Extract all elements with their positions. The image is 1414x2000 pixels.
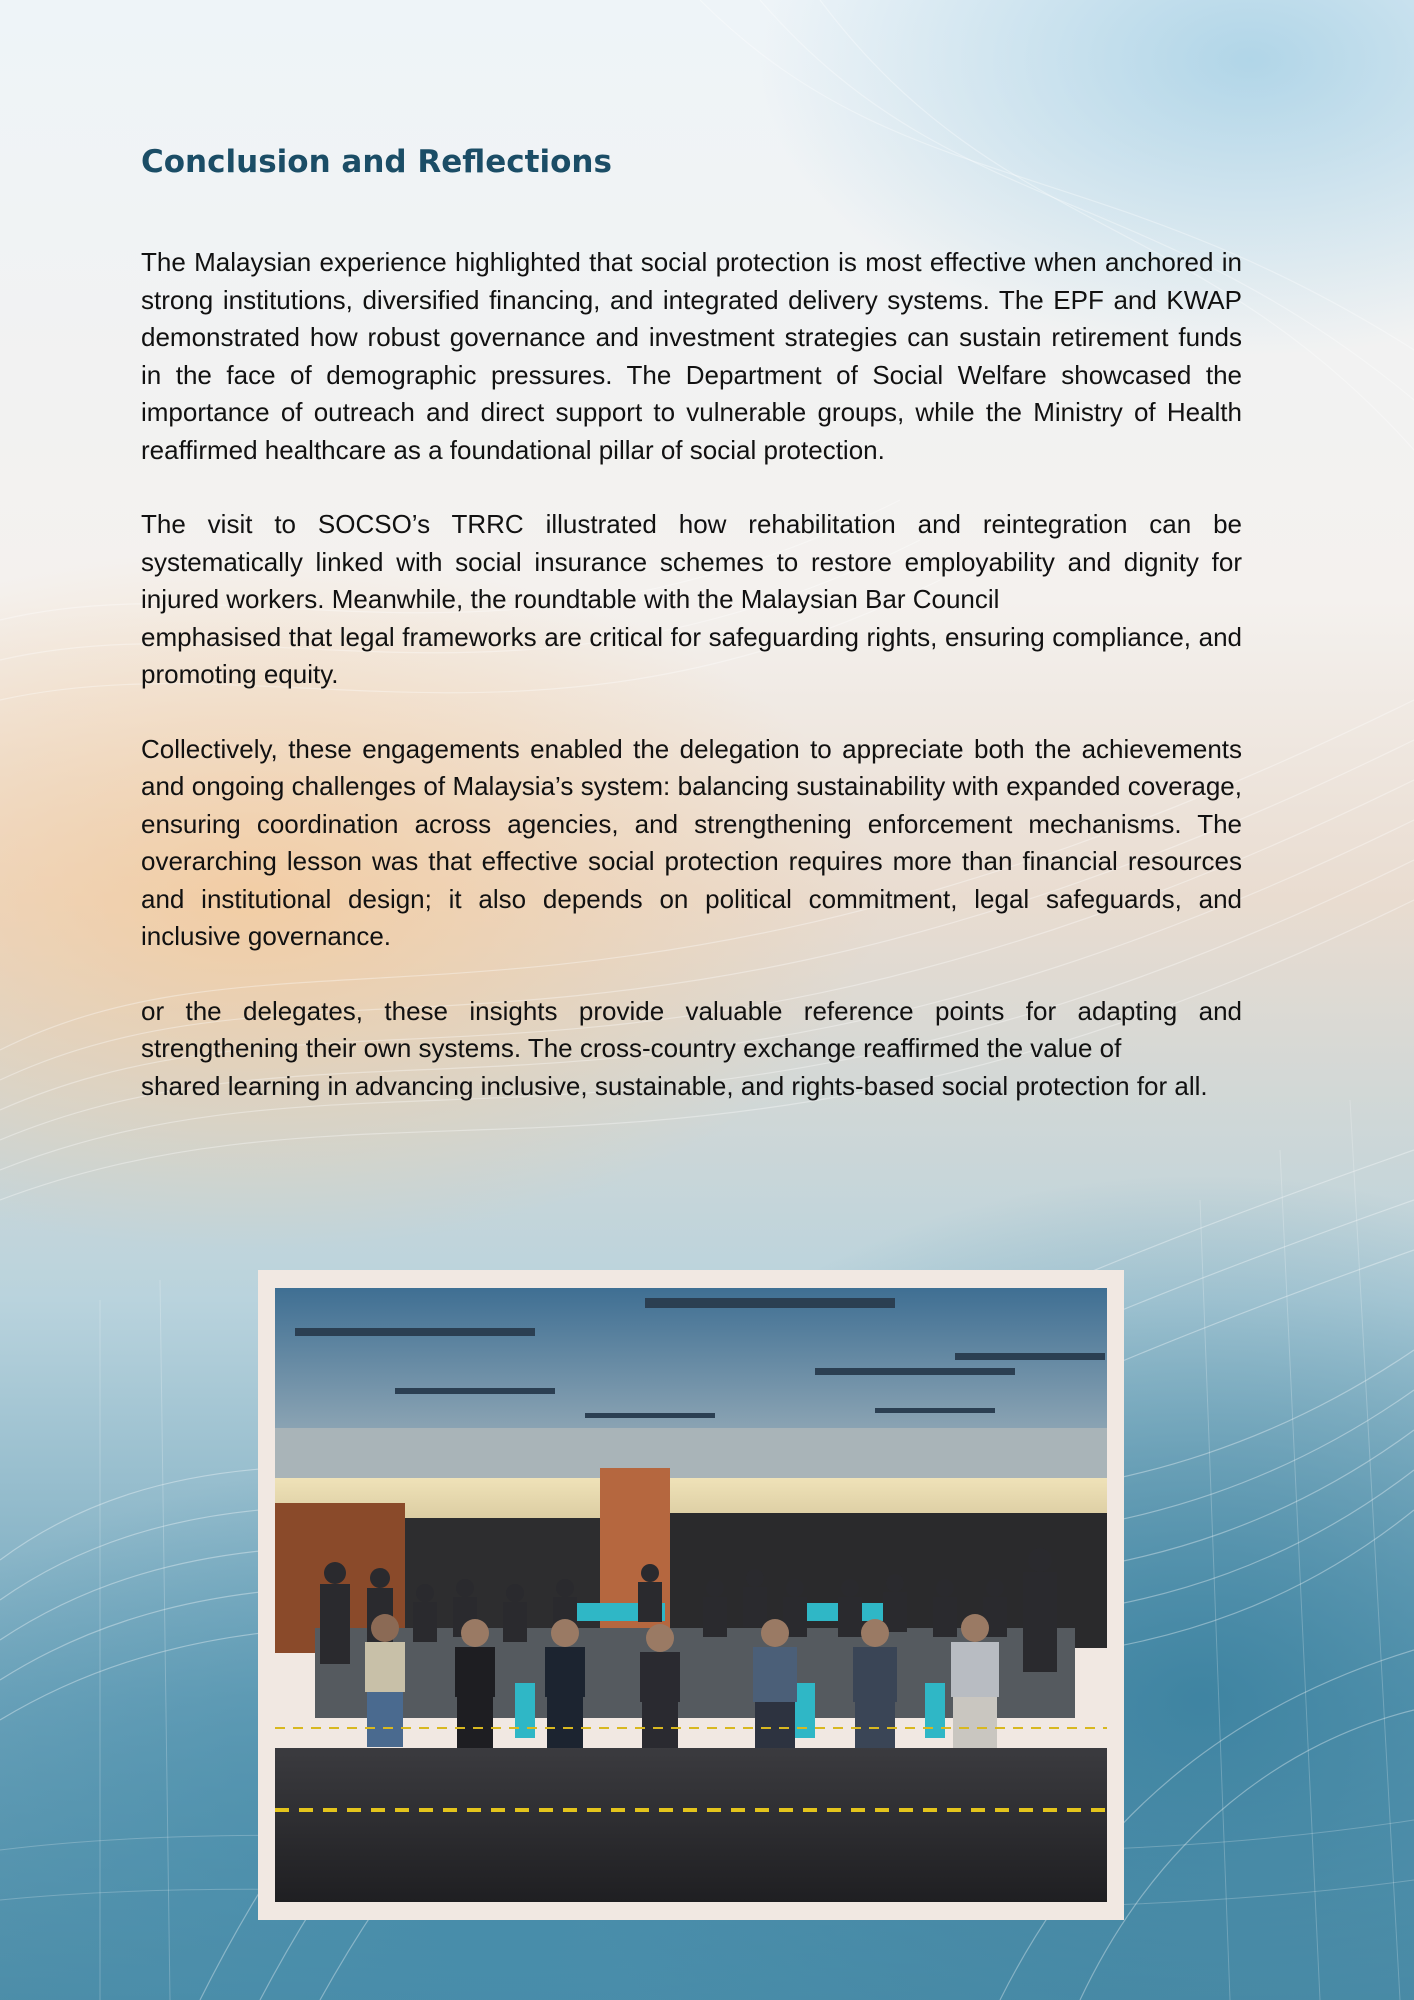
paragraph-3 — [141, 731, 1242, 956]
paragraph-1 — [141, 244, 1242, 469]
paragraph-2-line-1: The visit to SOCSO’s TRRC illustrated how rehabilitation and reintegration can be systematically linked with social insurance schemes to restore employability and dignity for injured workers. Meanwhile, the roundtable with the Malaysian Bar Council — [141, 509, 1242, 614]
paragraph-4-line-2: shared learning in advancing inclusive, sustainable, and rights-based social protection for all. — [141, 1070, 1208, 1101]
paragraph-2-line-2: emphasised that legal frameworks are critical for safeguarding rights, ensuring compliance, and promoting equity. — [141, 621, 1242, 689]
paragraph-1-line-1: The Malaysian experience highlighted that social protection is most effective when anchored in strong institutions, diversified financing, and integrated delivery systems. The EPF and KWAP demonstrated how robust governance and investment strategies can sustain retirement funds in the face of demographic pressures. The Department of Social Welfare showcased the importance of outreach and direct support to vulnerable groups, while the Ministry of Health reaffirmed healthcare as a foundational pillar of social protection. — [141, 247, 1242, 465]
photo-frame — [258, 1270, 1124, 1920]
body-text — [141, 244, 1242, 1105]
paragraph-3-line-1: Collectively, these engagements enabled the delegation to appreciate both the achievements and ongoing challenges of Malaysia’s system: balancing sustainability with expanded coverage, ensuring coordination across agencies, and strengthening enforcement mechanisms. The overarching lesson was that effective social protection requires more than financial resources and institutional design; it also depends on political commitment, legal safeguards, and inclusive governance. — [141, 733, 1242, 951]
group-photo — [275, 1288, 1107, 1902]
paragraph-4 — [141, 993, 1242, 1106]
paragraph-4-line-1: or the delegates, these insights provide valuable reference points for adapting and strengthening their own systems. The cross-country exchange reaffirmed the value of — [141, 995, 1242, 1063]
main-content — [141, 140, 1242, 1142]
page-title: Conclusion and Reflections — [141, 144, 612, 180]
paragraph-2 — [141, 506, 1242, 694]
